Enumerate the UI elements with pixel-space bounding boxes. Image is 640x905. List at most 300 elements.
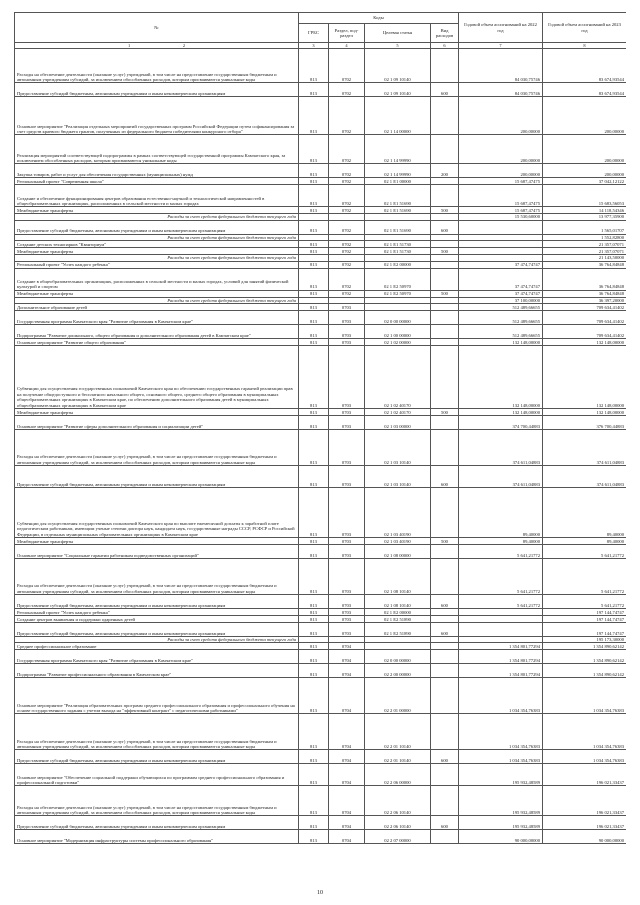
row-name: Основное мероприятие "Развитие сферы дополнительного образования и социализации детей" [15,416,299,430]
row-razdel: 0702 [329,83,365,97]
row-razdel: 0702 [329,185,365,207]
row-volume-2023: 14 118,54346 [543,207,627,214]
table-row [15,49,627,83]
row-volume-2023: 200,00000 [543,164,627,178]
row-volume-2023: 1 565,01707 [543,220,627,234]
header-volume-2023: Годовой объем ассигнований на 2023 год [543,13,627,43]
row-grbs: 813 [299,164,329,178]
table-row [15,559,627,595]
row-volume-2023: 376 700,44883 [543,416,627,430]
table-row [15,325,627,339]
row-expense-type: 600 [431,220,459,234]
row-volume-2023: 36 764,84848 [543,290,627,297]
row-volume-2022: 89,40000 [459,488,543,538]
row-expense-type [431,609,459,616]
row-razdel: 0703 [329,311,365,325]
row-razdel: 0702 [329,220,365,234]
row-target-article: 02 0 00 00000 [365,311,431,325]
row-razdel: 0703 [329,559,365,595]
row-target-article: 02 2 06 00000 [365,764,431,786]
row-name: Основное мероприятие "Обеспечение социальной поддержки обучающихся по программам среднего профессионального образования и профессиональной подготовки" [15,764,299,786]
row-grbs: 813 [299,643,329,650]
row-razdel: 0704 [329,764,365,786]
row-volume-2023: 36 764,84848 [543,261,627,268]
row-grbs: 813 [299,339,329,346]
row-volume-2022: 84 030,75746 [459,83,543,97]
row-expense-type [431,304,459,311]
header-target-article: Целевая статья [365,24,431,43]
row-razdel: 0702 [329,178,365,185]
row-razdel: 0703 [329,325,365,339]
row-name: Подпрограмма "Развитие дошкольного, общего образования и дополнительного образования детей в Камчатском крае" [15,325,299,339]
row-volume-2023: 196 021,33437 [543,816,627,830]
row-volume-2022: 200,00000 [459,164,543,178]
row-grbs: 813 [299,559,329,595]
row-grbs: 813 [299,488,329,538]
row-volume-2023: 1 354 890,62142 [543,664,627,678]
row-target-article: 02 1 Е1 00000 [365,178,431,185]
row-volume-2023: 15 683,56053 [543,185,627,207]
row-volume-2023: 1 034 354,76383 [543,678,627,714]
row-target-article: 02 0 00 00000 [365,650,431,664]
row-target-article: 02 1 Е2 50970 [365,290,431,297]
row-volume-2022 [459,220,543,234]
row-razdel: 0702 [329,97,365,135]
row-expense-type: 500 [431,248,459,255]
row-volume-2022: 512 489,66655 [459,304,543,311]
header-expense-type: Вид расходов [431,24,459,43]
row-razdel: 0703 [329,538,365,545]
row-volume-2023: 1 354 890,62142 [543,650,627,664]
row-volume-2022: 37 474,74747 [459,261,543,268]
row-target-article: 02 1 03 40190 [365,538,431,545]
header-grbs: ГРБС [299,24,329,43]
row-name: Расходы на обеспечение деятельности (оказание услуг) учреждений, в том числе на предоставление государственным бюджетным и автономным учреждениям субсидий, за исключением обособленных расходов, которым присваиваются уникальные коды [15,559,299,595]
row-volume-2023: 37 042,12122 [543,178,627,185]
row-volume-2023: 90 000,00000 [543,830,627,844]
row-name: Основное мероприятие "Реализация образовательных программ среднего профессионального образования и профессионального обучения на основе государственного задания с учетом выхода на "эффективный контракт" с педагогическими работниками" [15,678,299,714]
row-volume-2022 [459,248,543,255]
row-target-article: 02 1 02 40170 [365,409,431,416]
table-row [15,290,627,297]
row-volume-2023: 1 034 354,76383 [543,750,627,764]
row-expense-type [431,416,459,430]
row-grbs: 813 [299,786,329,816]
row-volume-2023: 83 674,93544 [543,83,627,97]
row-grbs: 813 [299,466,329,488]
row-grbs: 813 [299,207,329,214]
row-name: Расходы на обеспечение деятельности (оказание услуг) учреждений, в том числе на предоставление государственным бюджетным и автономным учреждениям субсидий, за исключением обособленных расходов, которым присваиваются уникальные коды [15,49,299,83]
row-volume-2023: 200,00000 [543,135,627,164]
row-target-article: 02 1 09 10140 [365,49,431,83]
row-grbs: 813 [299,304,329,311]
row-volume-2023: 5 641,21772 [543,545,627,559]
table-row [15,545,627,559]
row-grbs: 813 [299,248,329,255]
row-razdel: 0703 [329,616,365,623]
table-row [15,538,627,545]
row-volume-2022 [459,609,543,616]
table-row [15,261,627,268]
table-row [15,623,627,637]
row-grbs: 813 [299,830,329,844]
row-grbs: 813 [299,430,329,466]
row-razdel: 0704 [329,664,365,678]
row-volume-2023: 21 357,07071 [543,248,627,255]
row-target-article: 02 2 01 00000 [365,678,431,714]
row-volume-2022: 1 354 801,77294 [459,664,543,678]
row-name: Предоставление субсидий бюджетным, автономным учреждениям и иным некоммерческим организациям [15,466,299,488]
row-grbs: 813 [299,135,329,164]
row-name: Межбюджетные трансферты [15,409,299,416]
row-volume-2023: 197 144,74747 [543,616,627,623]
row-razdel: 0704 [329,643,365,650]
table-row [15,830,627,844]
row-grbs: 813 [299,650,329,664]
row-target-article [365,643,431,650]
row-volume-2023: 200,00000 [543,97,627,135]
row-name: Межбюджетные трансферты [15,248,299,255]
row-target-article: 02 1 08 10140 [365,595,431,609]
row-grbs: 813 [299,325,329,339]
row-razdel: 0702 [329,241,365,248]
row-name: Расходы на обеспечение деятельности (оказание услуг) учреждений, в том числе на предоставление государственным бюджетным и автономным учреждениям субсидий, за исключением обособленных расходов, которым присваиваются уникальные коды [15,714,299,750]
row-volume-2022: 132 148,00000 [459,339,543,346]
row-volume-2023: 709 634,41402 [543,304,627,311]
row-target-article: 02 1 14 00000 [365,97,431,135]
table-row [15,311,627,325]
header-razdel: Раздел, под-раздел [329,24,365,43]
table-row [15,750,627,764]
row-name: Предоставление субсидий бюджетным, автономным учреждениям и иным некоммерческим организациям [15,750,299,764]
row-volume-2022: 132 148,00000 [459,346,543,409]
row-volume-2022: 1 034 354,76383 [459,714,543,750]
row-target-article: 02 1 08 00000 [365,545,431,559]
row-volume-2023: 89,40000 [543,538,627,545]
row-razdel: 0703 [329,409,365,416]
row-target-article: 02 1 14 99990 [365,164,431,178]
row-target-article: 02 1 Е1 51690 [365,220,431,234]
row-expense-type: 600 [431,83,459,97]
row-expense-type: 500 [431,409,459,416]
row-expense-type: 600 [431,750,459,764]
row-razdel: 0703 [329,430,365,466]
row-expense-type [431,545,459,559]
header-volume-2022: Годовой объем ассигнований на 2022 год [459,13,543,43]
row-volume-2022 [459,241,543,248]
row-name: Закупка товаров, работ и услуг для обеспечения государственных (муниципальных) нужд [15,164,299,178]
row-name: Подпрограмма "Развитие профессионального образования в Камчатском крае" [15,664,299,678]
table-row [15,466,627,488]
row-grbs: 813 [299,185,329,207]
row-expense-type [431,559,459,595]
row-grbs: 813 [299,678,329,714]
row-name: Среднее профессиональное образование [15,643,299,650]
column-number: 8 [543,43,627,49]
table-row [15,664,627,678]
row-target-article: 02 1 03 10140 [365,466,431,488]
row-volume-2022 [459,623,543,637]
row-grbs: 813 [299,416,329,430]
row-grbs: 813 [299,409,329,416]
row-grbs: 813 [299,346,329,409]
row-expense-type: 500 [431,538,459,545]
row-grbs: 813 [299,750,329,764]
row-target-article: 02 1 Е2 51890 [365,616,431,623]
column-number: 3 [299,43,329,49]
row-name: Расходы на обеспечение деятельности (оказание услуг) учреждений, в том числе на предоставление государственным бюджетным и автономным учреждениям субсидий, за исключением обособленных расходов, которым присваиваются уникальные коды [15,786,299,816]
row-volume-2023: 132 148,00000 [543,339,627,346]
table-row [15,248,627,255]
row-grbs: 813 [299,49,329,83]
row-expense-type [431,261,459,268]
row-expense-type [431,241,459,248]
row-volume-2023: 196 021,33437 [543,764,627,786]
row-grbs: 813 [299,595,329,609]
row-expense-type [431,311,459,325]
table-row [15,678,627,714]
row-volume-2022: 132 148,00000 [459,409,543,416]
row-volume-2023: 21 143,50000 [543,255,627,261]
row-razdel: 0703 [329,488,365,538]
column-number: 4 [329,43,365,49]
row-name: Региональный проект "Современная школа" [15,178,299,185]
row-expense-type [431,135,459,164]
table-row [15,83,627,97]
table-row [15,164,627,178]
row-volume-2023: 132 148,00000 [543,409,627,416]
row-expense-type [431,714,459,750]
row-name: Региональный проект "Успех каждого ребенка" [15,261,299,268]
row-razdel: 0702 [329,49,365,83]
row-expense-type [431,650,459,664]
row-razdel: 0704 [329,678,365,714]
row-name: Реализация мероприятий соответствующей подпрограммы в рамках соответствующей государственной программы Камчатского края, за исключением обособленных расходов, которым присваиваются уникальные коды [15,135,299,164]
row-volume-2022: 5 641,21772 [459,559,543,595]
row-expense-type: 500 [431,290,459,297]
row-target-article: 02 1 Е1 51690 [365,207,431,214]
row-razdel: 0704 [329,816,365,830]
row-razdel: 0703 [329,346,365,409]
row-target-article: 02 1 03 00000 [365,416,431,430]
table-row [15,609,627,616]
row-volume-2023: 13 977,35900 [543,214,627,220]
row-name: Региональный проект "Успех каждого ребенка" [15,609,299,616]
row-expense-type [431,664,459,678]
table-body [15,49,627,844]
row-volume-2022: 374 611,04883 [459,430,543,466]
row-target-article: 02 2 06 10140 [365,786,431,816]
row-expense-type [431,678,459,714]
header-codes: Коды [299,13,459,24]
row-grbs: 813 [299,538,329,545]
row-expense-type [431,830,459,844]
row-razdel: 0702 [329,135,365,164]
row-razdel: 0704 [329,830,365,844]
row-target-article: 02 1 09 10140 [365,83,431,97]
row-volume-2023: 195 173,30000 [543,637,627,643]
row-expense-type [431,178,459,185]
row-volume-2023: 374 611,04883 [543,466,627,488]
row-volume-2022: 5 641,21772 [459,545,543,559]
row-target-article: 02 1 Е2 51890 [365,623,431,637]
row-razdel: 0702 [329,248,365,255]
row-razdel: 0703 [329,623,365,637]
row-name: Дополнительное образование детей [15,304,299,311]
row-grbs: 813 [299,220,329,234]
row-volume-2022 [459,616,543,623]
row-name: Межбюджетные трансферты [15,538,299,545]
row-name: Создание и обеспечение функционирования центров образования естественно-научной и технологической направленностей в общеобразовательных организациях, расположенных в сельской местности и малых городах [15,185,299,207]
row-volume-2022: 15 687,47475 [459,178,543,185]
row-target-article [365,304,431,311]
row-target-article: 02 1 03 40190 [365,488,431,538]
row-razdel: 0702 [329,268,365,290]
row-name: Расходы за счет средств федерального бюджета текущего года [15,234,299,240]
row-razdel: 0703 [329,304,365,311]
row-target-article: 02 1 02 00000 [365,339,431,346]
table-row [15,786,627,816]
row-expense-type: 600 [431,623,459,637]
row-grbs: 813 [299,623,329,637]
row-name: Создание детских технопарков "Кванториум" [15,241,299,248]
row-expense-type [431,325,459,339]
table-row [15,430,627,466]
row-name: Государственная программа Камчатского края "Развитие образования в Камчатском крае" [15,650,299,664]
table-row [15,714,627,750]
row-volume-2022: 15 530,60000 [459,214,543,220]
header-number: № [15,13,299,43]
row-expense-type [431,268,459,290]
row-volume-2023: 36 764,84848 [543,268,627,290]
row-name: Основное мероприятие "Развитие общего образования" [15,339,299,346]
row-razdel: 0704 [329,650,365,664]
table-row [15,339,627,346]
table-row [15,178,627,185]
row-name: Субвенции для осуществления государственных полномочий Камчатского края по обеспечению государственных гарантий реализации прав на получение общедоступного и бесплатного начального общего, основного общего, среднего общего образования в муниципальных общеобразовательных организациях в Камчатском крае, по обеспечению дополнительного образования детей в муниципальных общеобразовательных организациях в Камчатском крае [15,346,299,409]
row-volume-2022: 195 932,48589 [459,816,543,830]
table-row [15,643,627,650]
row-volume-2023: 83 674,93544 [543,49,627,83]
row-name: Основное мероприятие "Модернизация инфраструктуры системы профессионального образования" [15,830,299,844]
row-volume-2023: 5 641,21772 [543,595,627,609]
row-target-article: 02 2 06 10140 [365,816,431,830]
row-target-article: 02 1 08 10140 [365,559,431,595]
row-volume-2023: 21 357,07071 [543,241,627,248]
row-razdel: 0702 [329,290,365,297]
table-row [15,135,627,164]
row-expense-type [431,786,459,816]
row-volume-2022: 195 932,48589 [459,764,543,786]
column-number: 5 [365,43,431,49]
row-expense-type [431,185,459,207]
row-razdel: 0703 [329,416,365,430]
row-volume-2022: 1 354 801,77294 [459,650,543,664]
column-number: 1 2 [15,43,299,49]
row-expense-type: 200 [431,164,459,178]
row-volume-2023: 197 144,74747 [543,623,627,637]
row-grbs: 813 [299,664,329,678]
row-grbs: 813 [299,290,329,297]
row-target-article: 02 2 07 00000 [365,830,431,844]
table-row [15,304,627,311]
table-row [15,595,627,609]
row-expense-type [431,346,459,409]
row-grbs: 813 [299,268,329,290]
row-volume-2023: 709 634,41402 [543,311,627,325]
row-expense-type [431,49,459,83]
row-razdel: 0703 [329,466,365,488]
row-volume-2022: 200,00000 [459,97,543,135]
row-name: Субвенции для осуществления государственных полномочий Камчатского края по выплате ежемесячной доплаты к заработной плате педагогическим работникам, имеющим ученые степени доктора наук, кандидата наук, государственные награды СССР, РСФСР и Российской Федерации, в отдельных муниципальных образовательных организациях в Камчатском крае [15,488,299,538]
table-row [15,764,627,786]
row-name: Расходы за счет средств федерального бюджета текущего года [15,255,299,261]
row-name: Расходы на обеспечение деятельности (оказание услуг) учреждений, в том числе на предоставление государственным бюджетным и автономным учреждениям субсидий, за исключением обособленных расходов, которым присваиваются уникальные коды [15,430,299,466]
row-name: Создание в общеобразовательных организациях, расположенных в сельской местности и малых городах, условий для занятий физической культурой и спортом [15,268,299,290]
row-volume-2023: 1 034 354,76383 [543,714,627,750]
table-row [15,816,627,830]
table-row [15,97,627,135]
row-volume-2022: 37 474,74747 [459,268,543,290]
table-row [15,241,627,248]
row-target-article: 02 1 02 40170 [365,346,431,409]
row-volume-2022: 5 641,21772 [459,595,543,609]
table-row [15,207,627,214]
row-volume-2022: 374 700,44883 [459,416,543,430]
budget-table [14,12,626,844]
row-grbs: 813 [299,616,329,623]
row-volume-2023: 1 354 890,62142 [543,643,627,650]
row-volume-2022: 1 354 801,77294 [459,643,543,650]
row-razdel: 0702 [329,207,365,214]
row-grbs: 813 [299,764,329,786]
row-expense-type: 500 [431,207,459,214]
row-grbs: 813 [299,311,329,325]
row-volume-2022: 195 932,48589 [459,786,543,816]
column-number: 6 [431,43,459,49]
row-volume-2022: 84 030,75746 [459,49,543,83]
table-row [15,220,627,234]
table-row [15,268,627,290]
row-grbs: 813 [299,83,329,97]
row-name: Основное мероприятие "Социальные гарантии работникам подведомственных организаций" [15,545,299,559]
row-volume-2022: 90 000,00000 [459,830,543,844]
row-target-article: 02 1 14 99990 [365,135,431,164]
row-target-article: 02 1 00 00000 [365,325,431,339]
row-name: Предоставление субсидий бюджетным, автономным учреждениям и иным некоммерческим организациям [15,83,299,97]
row-grbs: 813 [299,545,329,559]
row-grbs: 813 [299,714,329,750]
row-target-article: 02 1 03 10140 [365,430,431,466]
row-razdel: 0704 [329,714,365,750]
row-volume-2023: 89,40000 [543,488,627,538]
row-expense-type [431,97,459,135]
row-volume-2022: 512 489,66655 [459,325,543,339]
row-razdel: 0704 [329,750,365,764]
row-name: Расходы за счет средств федерального бюджета текущего года [15,637,299,643]
row-volume-2023: 36 397,20000 [543,297,627,303]
row-target-article: 02 1 Е1 51730 [365,248,431,255]
row-volume-2022: 374 611,04883 [459,466,543,488]
row-volume-2023: 132 148,00000 [543,346,627,409]
row-razdel: 0703 [329,609,365,616]
row-razdel: 0702 [329,261,365,268]
row-name: Основное мероприятие "Реализация отдельных мероприятий государственных программ Российской Федерации путем софинансирования за счет средств краевого бюджета грантов, полученных из федерального бюджета победителями конкурсного отбора" [15,97,299,135]
row-volume-2023: 5 641,21772 [543,559,627,595]
row-target-article: 02 1 Е1 51730 [365,241,431,248]
document-page [14,12,626,892]
row-expense-type [431,430,459,466]
